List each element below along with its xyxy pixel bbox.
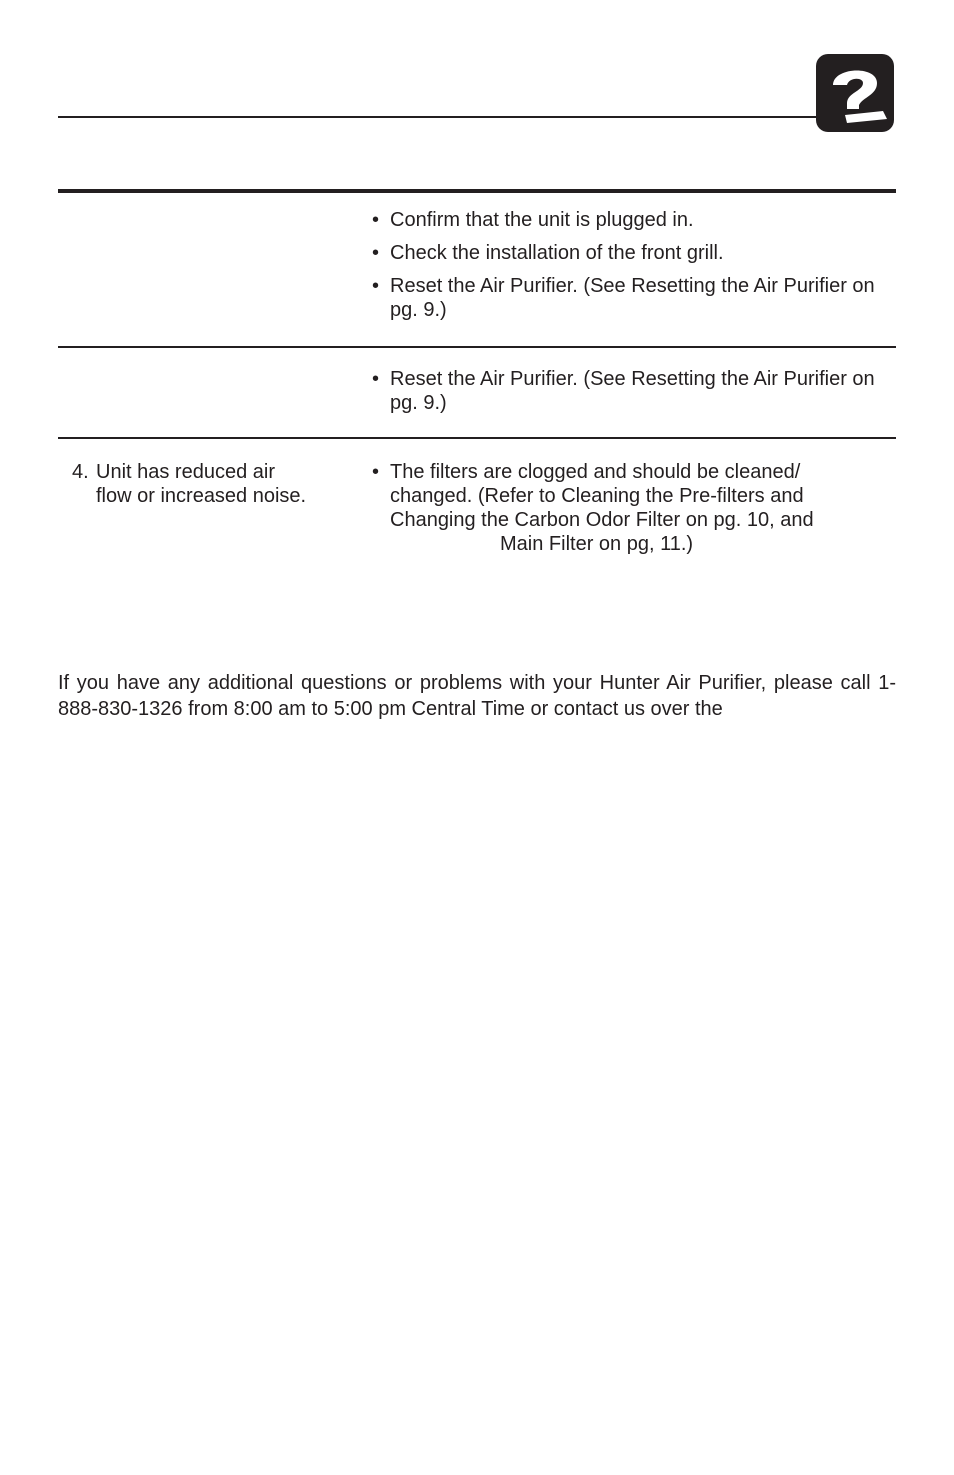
solution-text: Reset the Air Purifier. (See Resetting the Air Purifier on pg. 9.) <box>390 368 875 414</box>
problem-text: Unit has reduced air flow or increased noise. <box>96 461 307 507</box>
table-top-rule <box>58 189 896 193</box>
problem-number: 4. <box>72 461 89 483</box>
solution-list-row-3 <box>372 460 896 565</box>
list-item <box>372 208 892 232</box>
solution-line: changed. (Refer to Cleaning the Pre-filters and <box>390 485 804 507</box>
bullet: • <box>372 461 380 483</box>
solution-line: Main Filter on pg, 11.) <box>500 533 694 555</box>
list-item <box>372 460 896 556</box>
solution-line: Changing the Carbon Odor Filter on pg. 10, and <box>390 509 814 531</box>
row-divider <box>58 346 896 348</box>
solution-list-row-2 <box>372 367 892 424</box>
list-item <box>372 241 892 265</box>
solution-line: The filters are clogged and should be cleaned/ <box>390 461 801 483</box>
row-divider <box>58 437 896 439</box>
problem-cell <box>72 460 306 508</box>
bullet: • <box>372 368 380 390</box>
bullet: • <box>372 242 380 264</box>
solution-text: Check the installation of the front grill. <box>390 242 724 264</box>
list-item <box>372 367 892 415</box>
solution-text: Confirm that the unit is plugged in. <box>390 209 694 231</box>
contact-paragraph: If you have any additional questions or problems with your Hunter Air Purifier, please call 1-888-830-1326 from 8:00 am to 5:00 pm Central Time or contact us over the <box>58 672 896 720</box>
question-mark-icon <box>815 53 895 133</box>
list-item <box>372 274 892 322</box>
header-rule <box>58 116 818 118</box>
solution-list-row-1 <box>372 208 892 331</box>
solution-text: Reset the Air Purifier. (See Resetting the Air Purifier on pg. 9.) <box>390 275 875 321</box>
bullet: • <box>372 275 380 297</box>
bullet: • <box>372 209 380 231</box>
